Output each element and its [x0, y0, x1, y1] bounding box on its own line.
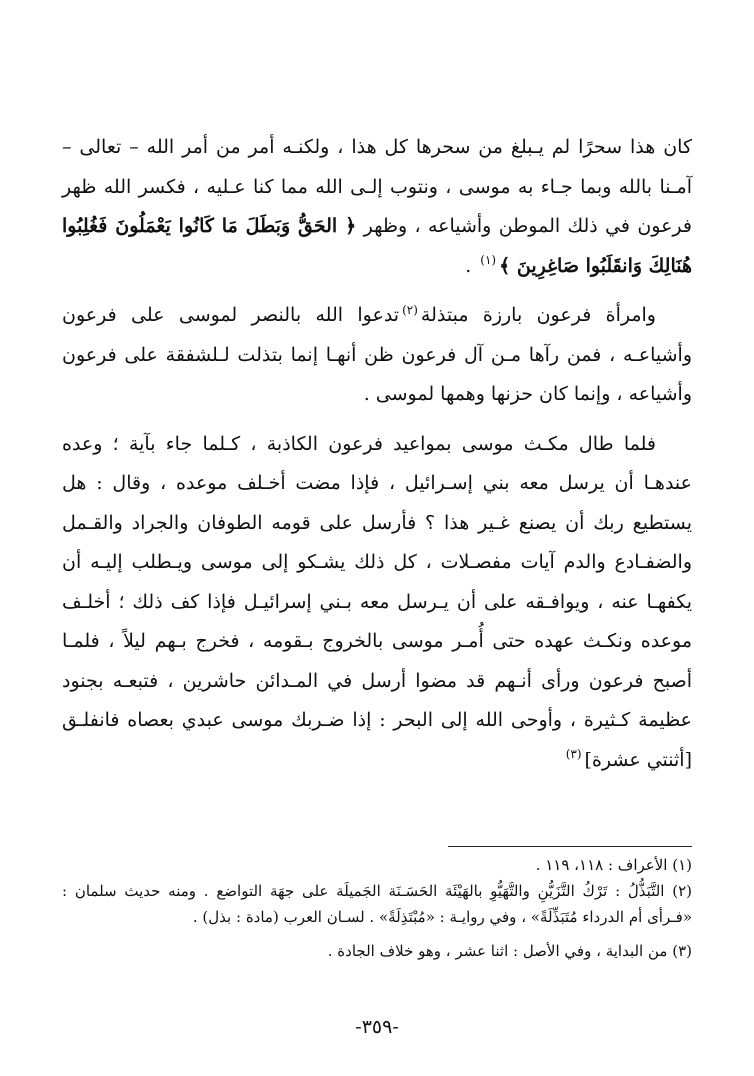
paragraph-3-text: فلما طال مكـث موسى بمواعيد فرعون الكاذبة ، كـلما جاء بآية ؛ وعده عندهـا أن يرسل معه بني إسـرائيل ، فإذا مضت أخـلف موعده ، وقال : هل يستطيع ربك أن يصنع غـير هذا ؟ فأرسل على قومه الطوفان والجراد والقـمل والضفـادع والدم آيات مفصـلات ، كل ذلك يشـكو إلى موسى ويـطلب إليـه أن يكفهـا عنه ، ويوافـقه على أن يـرسل معه بـني إسرائيـل فإذا كف ذلك ؛ أخلـف موعده ونكـث عهده حتى أُمـر موسى بالخروج بـقومه ، فخرج بـهم ليلاً ، فلمـا أصبح فرعون ورأى أنـهم قد مضوا أرسل في المـدائن حاشرين ، فتبعـه بجنود عظيمة كـثيرة ، وأوحى الله إلى البحر : إذا ضـربك موسى عبدي بعصاه فانفلـق [أثنتي عشرة] [62, 432, 692, 771]
footnote-1: (١) الأعراف : ١١٨، ١١٩ . [535, 856, 692, 874]
footnote-separator [448, 846, 692, 847]
footnote-ref-2: (٢) [402, 302, 418, 317]
paragraph-2-start: وامرأة فرعون بارزة مبتذلة [420, 304, 656, 326]
footnote-3: (٣) من البداية ، وفي الأصل : اثنا عشر ، وهو خلاف الجادة . [327, 942, 692, 960]
paragraph-1 [62, 128, 692, 286]
page-number: -٣٥٩- [355, 1016, 399, 1038]
quran-verse: ﴿ الحَقُّ وَبَطَلَ مَا كَانُوا يَعْمَلُونَ فَغُلِبُوا هُنَالِكَ وَانقَلَبُوا صَاغِرِينَ ﴾ [62, 215, 692, 277]
footnote-ref-1: (١) [480, 253, 497, 268]
paragraph-1-end: . [465, 254, 478, 277]
paragraph-3 [62, 425, 692, 781]
paragraph-2-rest: تدعوا الله بالنصر لموسى على فرعون وأشياعـه ، فمن رآها مـن آل فرعون ظن أنهـا إنما بتذلت لـلشفقة على فرعون وأشياعه ، وإنما كان حزنها وهمها لموسى . [62, 304, 692, 405]
paragraph-1-text: كان هذا سحرًا لم يـبلغ من سحرها كل هذا ، ولكنـه أمر من أمر الله – تعالى – آمـنا بالله وبما جـاء به موسى ، ونتوب إلـى الله مما كنا عـليه ، فكسر الله ظهر فرعون في ذلك الموطن وأشياعه ، وظهر [62, 136, 693, 237]
paragraph-2 [62, 296, 692, 415]
footnote-2: (٢) التَّبَذُّلُ : تَرْكُ التَّزَيُّنِ والتَّهَيُّوِ بالهَيْئَة الحَسَـنَة الجَميلَة على جهَة التواضع . ومنه حديث سلمان : «فـرأى أم الدرداء مُتَبَذِّلَةً» ، وفي روايـة : «مُبْتَذِلَةً» . لسـان العرب (مادة : بذل) . [62, 882, 692, 926]
main-text [62, 128, 692, 780]
footnote-ref-3: (٣) [565, 747, 582, 762]
footnotes [62, 852, 692, 964]
